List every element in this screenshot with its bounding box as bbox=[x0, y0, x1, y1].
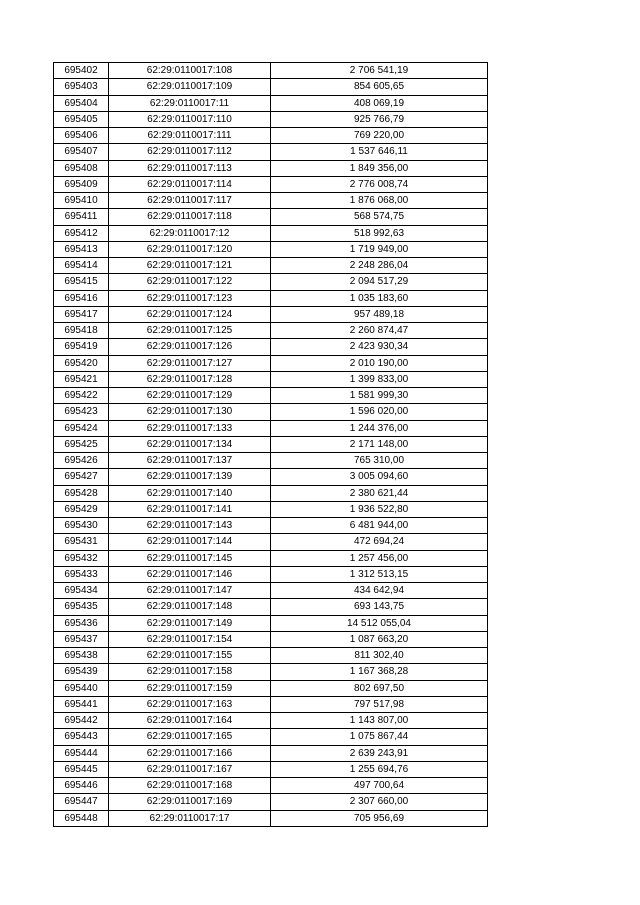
cadastral-number-cell: 62:29:0110017:126 bbox=[109, 339, 271, 355]
table-row bbox=[54, 680, 488, 696]
table-row bbox=[54, 631, 488, 647]
cadastral-value-cell: 1 244 376,00 bbox=[271, 420, 488, 436]
row-number-cell: 695445 bbox=[54, 761, 109, 777]
table-row bbox=[54, 241, 488, 257]
cadastral-value-cell: 6 481 944,00 bbox=[271, 518, 488, 534]
cadastral-value-cell: 1 312 513,15 bbox=[271, 566, 488, 582]
row-number-cell: 695408 bbox=[54, 160, 109, 176]
table-row bbox=[54, 79, 488, 95]
table-row bbox=[54, 404, 488, 420]
cadastral-number-cell: 62:29:0110017:125 bbox=[109, 323, 271, 339]
cadastral-number-cell: 62:29:0110017:113 bbox=[109, 160, 271, 176]
cadastral-value-cell: 811 302,40 bbox=[271, 648, 488, 664]
row-number-cell: 695421 bbox=[54, 371, 109, 387]
cadastral-value-cell: 1 143 807,00 bbox=[271, 713, 488, 729]
table-row bbox=[54, 209, 488, 225]
cadastral-number-cell: 62:29:0110017:112 bbox=[109, 144, 271, 160]
row-number-cell: 695424 bbox=[54, 420, 109, 436]
row-number-cell: 695433 bbox=[54, 566, 109, 582]
row-number-cell: 695441 bbox=[54, 696, 109, 712]
cadastral-number-cell: 62:29:0110017:123 bbox=[109, 290, 271, 306]
row-number-cell: 695415 bbox=[54, 274, 109, 290]
table-row bbox=[54, 128, 488, 144]
row-number-cell: 695427 bbox=[54, 469, 109, 485]
cadastral-value-cell: 797 517,98 bbox=[271, 696, 488, 712]
cadastral-value-cell: 769 220,00 bbox=[271, 128, 488, 144]
cadastral-number-cell: 62:29:0110017:165 bbox=[109, 729, 271, 745]
row-number-cell: 695423 bbox=[54, 404, 109, 420]
table-row bbox=[54, 436, 488, 452]
cadastral-value-cell: 408 069,19 bbox=[271, 95, 488, 111]
cadastral-number-cell: 62:29:0110017:108 bbox=[109, 63, 271, 79]
cadastral-value-cell: 1 849 356,00 bbox=[271, 160, 488, 176]
row-number-cell: 695430 bbox=[54, 518, 109, 534]
cadastral-number-cell: 62:29:0110017:109 bbox=[109, 79, 271, 95]
table-row bbox=[54, 290, 488, 306]
cadastral-number-cell: 62:29:0110017:140 bbox=[109, 485, 271, 501]
cadastral-value-cell: 1 719 949,00 bbox=[271, 241, 488, 257]
cadastral-value-table bbox=[53, 62, 488, 827]
table-row bbox=[54, 583, 488, 599]
row-number-cell: 695448 bbox=[54, 810, 109, 826]
cadastral-value-cell: 472 694,24 bbox=[271, 534, 488, 550]
table-row bbox=[54, 729, 488, 745]
cadastral-value-cell: 497 700,64 bbox=[271, 778, 488, 794]
cadastral-number-cell: 62:29:0110017:167 bbox=[109, 761, 271, 777]
cadastral-value-cell: 2 248 286,04 bbox=[271, 258, 488, 274]
cadastral-number-cell: 62:29:0110017:163 bbox=[109, 696, 271, 712]
cadastral-number-cell: 62:29:0110017:121 bbox=[109, 258, 271, 274]
cadastral-number-cell: 62:29:0110017:17 bbox=[109, 810, 271, 826]
cadastral-value-cell: 2 260 874,47 bbox=[271, 323, 488, 339]
table-row bbox=[54, 453, 488, 469]
cadastral-number-cell: 62:29:0110017:144 bbox=[109, 534, 271, 550]
row-number-cell: 695402 bbox=[54, 63, 109, 79]
cadastral-number-cell: 62:29:0110017:128 bbox=[109, 371, 271, 387]
row-number-cell: 695439 bbox=[54, 664, 109, 680]
table-body bbox=[54, 63, 488, 827]
cadastral-number-cell: 62:29:0110017:130 bbox=[109, 404, 271, 420]
table-row bbox=[54, 339, 488, 355]
table-row bbox=[54, 63, 488, 79]
cadastral-number-cell: 62:29:0110017:12 bbox=[109, 225, 271, 241]
cadastral-number-cell: 62:29:0110017:118 bbox=[109, 209, 271, 225]
cadastral-number-cell: 62:29:0110017:139 bbox=[109, 469, 271, 485]
cadastral-value-cell: 693 143,75 bbox=[271, 599, 488, 615]
table-row bbox=[54, 745, 488, 761]
cadastral-value-cell: 14 512 055,04 bbox=[271, 615, 488, 631]
table-row bbox=[54, 696, 488, 712]
cadastral-number-cell: 62:29:0110017:141 bbox=[109, 501, 271, 517]
cadastral-number-cell: 62:29:0110017:147 bbox=[109, 583, 271, 599]
row-number-cell: 695442 bbox=[54, 713, 109, 729]
row-number-cell: 695432 bbox=[54, 550, 109, 566]
cadastral-number-cell: 62:29:0110017:145 bbox=[109, 550, 271, 566]
cadastral-value-cell: 1 596 020,00 bbox=[271, 404, 488, 420]
cadastral-number-cell: 62:29:0110017:148 bbox=[109, 599, 271, 615]
table-row bbox=[54, 225, 488, 241]
row-number-cell: 695413 bbox=[54, 241, 109, 257]
cadastral-value-cell: 1 255 694,76 bbox=[271, 761, 488, 777]
cadastral-number-cell: 62:29:0110017:155 bbox=[109, 648, 271, 664]
row-number-cell: 695411 bbox=[54, 209, 109, 225]
cadastral-number-cell: 62:29:0110017:11 bbox=[109, 95, 271, 111]
row-number-cell: 695444 bbox=[54, 745, 109, 761]
row-number-cell: 695447 bbox=[54, 794, 109, 810]
cadastral-number-cell: 62:29:0110017:149 bbox=[109, 615, 271, 631]
row-number-cell: 695418 bbox=[54, 323, 109, 339]
cadastral-value-cell: 2 094 517,29 bbox=[271, 274, 488, 290]
cadastral-value-cell: 1 876 068,00 bbox=[271, 193, 488, 209]
row-number-cell: 695420 bbox=[54, 355, 109, 371]
cadastral-value-cell: 2 639 243,91 bbox=[271, 745, 488, 761]
table-row bbox=[54, 599, 488, 615]
table-row bbox=[54, 566, 488, 582]
cadastral-number-cell: 62:29:0110017:120 bbox=[109, 241, 271, 257]
row-number-cell: 695405 bbox=[54, 111, 109, 127]
table-row bbox=[54, 810, 488, 826]
cadastral-number-cell: 62:29:0110017:127 bbox=[109, 355, 271, 371]
document-sheet bbox=[53, 62, 488, 827]
row-number-cell: 695410 bbox=[54, 193, 109, 209]
table-row bbox=[54, 388, 488, 404]
table-row bbox=[54, 469, 488, 485]
table-row bbox=[54, 258, 488, 274]
cadastral-value-cell: 2 010 190,00 bbox=[271, 355, 488, 371]
cadastral-value-cell: 1 075 867,44 bbox=[271, 729, 488, 745]
cadastral-number-cell: 62:29:0110017:134 bbox=[109, 436, 271, 452]
table-row bbox=[54, 95, 488, 111]
row-number-cell: 695434 bbox=[54, 583, 109, 599]
cadastral-value-cell: 1 087 663,20 bbox=[271, 631, 488, 647]
row-number-cell: 695407 bbox=[54, 144, 109, 160]
row-number-cell: 695422 bbox=[54, 388, 109, 404]
cadastral-number-cell: 62:29:0110017:146 bbox=[109, 566, 271, 582]
cadastral-number-cell: 62:29:0110017:110 bbox=[109, 111, 271, 127]
cadastral-value-cell: 3 005 094,60 bbox=[271, 469, 488, 485]
cadastral-value-cell: 2 776 008,74 bbox=[271, 176, 488, 192]
row-number-cell: 695429 bbox=[54, 501, 109, 517]
cadastral-value-cell: 1 035 183,60 bbox=[271, 290, 488, 306]
cadastral-number-cell: 62:29:0110017:143 bbox=[109, 518, 271, 534]
cadastral-value-cell: 765 310,00 bbox=[271, 453, 488, 469]
cadastral-number-cell: 62:29:0110017:169 bbox=[109, 794, 271, 810]
table-row bbox=[54, 323, 488, 339]
row-number-cell: 695440 bbox=[54, 680, 109, 696]
table-row bbox=[54, 518, 488, 534]
cadastral-value-cell: 2 706 541,19 bbox=[271, 63, 488, 79]
table-row bbox=[54, 306, 488, 322]
cadastral-number-cell: 62:29:0110017:154 bbox=[109, 631, 271, 647]
table-row bbox=[54, 713, 488, 729]
cadastral-number-cell: 62:29:0110017:129 bbox=[109, 388, 271, 404]
cadastral-value-cell: 1 399 833,00 bbox=[271, 371, 488, 387]
table-row bbox=[54, 485, 488, 501]
cadastral-number-cell: 62:29:0110017:166 bbox=[109, 745, 271, 761]
row-number-cell: 695426 bbox=[54, 453, 109, 469]
row-number-cell: 695416 bbox=[54, 290, 109, 306]
row-number-cell: 695403 bbox=[54, 79, 109, 95]
cadastral-number-cell: 62:29:0110017:117 bbox=[109, 193, 271, 209]
cadastral-value-cell: 2 171 148,00 bbox=[271, 436, 488, 452]
cadastral-value-cell: 1 537 646,11 bbox=[271, 144, 488, 160]
row-number-cell: 695412 bbox=[54, 225, 109, 241]
cadastral-number-cell: 62:29:0110017:133 bbox=[109, 420, 271, 436]
row-number-cell: 695428 bbox=[54, 485, 109, 501]
cadastral-number-cell: 62:29:0110017:159 bbox=[109, 680, 271, 696]
cadastral-number-cell: 62:29:0110017:111 bbox=[109, 128, 271, 144]
row-number-cell: 695414 bbox=[54, 258, 109, 274]
row-number-cell: 695446 bbox=[54, 778, 109, 794]
cadastral-value-cell: 1 936 522,80 bbox=[271, 501, 488, 517]
row-number-cell: 695437 bbox=[54, 631, 109, 647]
cadastral-value-cell: 705 956,69 bbox=[271, 810, 488, 826]
table-row bbox=[54, 778, 488, 794]
cadastral-value-cell: 2 423 930,34 bbox=[271, 339, 488, 355]
cadastral-number-cell: 62:29:0110017:124 bbox=[109, 306, 271, 322]
row-number-cell: 695435 bbox=[54, 599, 109, 615]
cadastral-number-cell: 62:29:0110017:158 bbox=[109, 664, 271, 680]
table-row bbox=[54, 664, 488, 680]
row-number-cell: 695419 bbox=[54, 339, 109, 355]
table-row bbox=[54, 794, 488, 810]
row-number-cell: 695425 bbox=[54, 436, 109, 452]
cadastral-value-cell: 1 581 999,30 bbox=[271, 388, 488, 404]
row-number-cell: 695436 bbox=[54, 615, 109, 631]
cadastral-value-cell: 1 257 456,00 bbox=[271, 550, 488, 566]
row-number-cell: 695431 bbox=[54, 534, 109, 550]
cadastral-value-cell: 1 167 368,28 bbox=[271, 664, 488, 680]
cadastral-value-cell: 568 574,75 bbox=[271, 209, 488, 225]
table-row bbox=[54, 176, 488, 192]
row-number-cell: 695438 bbox=[54, 648, 109, 664]
cadastral-value-cell: 957 489,18 bbox=[271, 306, 488, 322]
table-row bbox=[54, 144, 488, 160]
cadastral-number-cell: 62:29:0110017:137 bbox=[109, 453, 271, 469]
row-number-cell: 695417 bbox=[54, 306, 109, 322]
table-row bbox=[54, 761, 488, 777]
table-row bbox=[54, 274, 488, 290]
table-row bbox=[54, 615, 488, 631]
table-row bbox=[54, 193, 488, 209]
table-row bbox=[54, 111, 488, 127]
cadastral-value-cell: 802 697,50 bbox=[271, 680, 488, 696]
cadastral-number-cell: 62:29:0110017:164 bbox=[109, 713, 271, 729]
table-row bbox=[54, 550, 488, 566]
cadastral-value-cell: 518 992,63 bbox=[271, 225, 488, 241]
cadastral-value-cell: 434 642,94 bbox=[271, 583, 488, 599]
cadastral-number-cell: 62:29:0110017:168 bbox=[109, 778, 271, 794]
table-row bbox=[54, 648, 488, 664]
cadastral-value-cell: 854 605,65 bbox=[271, 79, 488, 95]
row-number-cell: 695443 bbox=[54, 729, 109, 745]
row-number-cell: 695404 bbox=[54, 95, 109, 111]
row-number-cell: 695406 bbox=[54, 128, 109, 144]
cadastral-value-cell: 2 307 660,00 bbox=[271, 794, 488, 810]
table-row bbox=[54, 420, 488, 436]
table-row bbox=[54, 355, 488, 371]
row-number-cell: 695409 bbox=[54, 176, 109, 192]
cadastral-number-cell: 62:29:0110017:122 bbox=[109, 274, 271, 290]
table-row bbox=[54, 371, 488, 387]
table-row bbox=[54, 160, 488, 176]
cadastral-value-cell: 925 766,79 bbox=[271, 111, 488, 127]
table-row bbox=[54, 501, 488, 517]
table-row bbox=[54, 534, 488, 550]
cadastral-value-cell: 2 380 621,44 bbox=[271, 485, 488, 501]
cadastral-number-cell: 62:29:0110017:114 bbox=[109, 176, 271, 192]
